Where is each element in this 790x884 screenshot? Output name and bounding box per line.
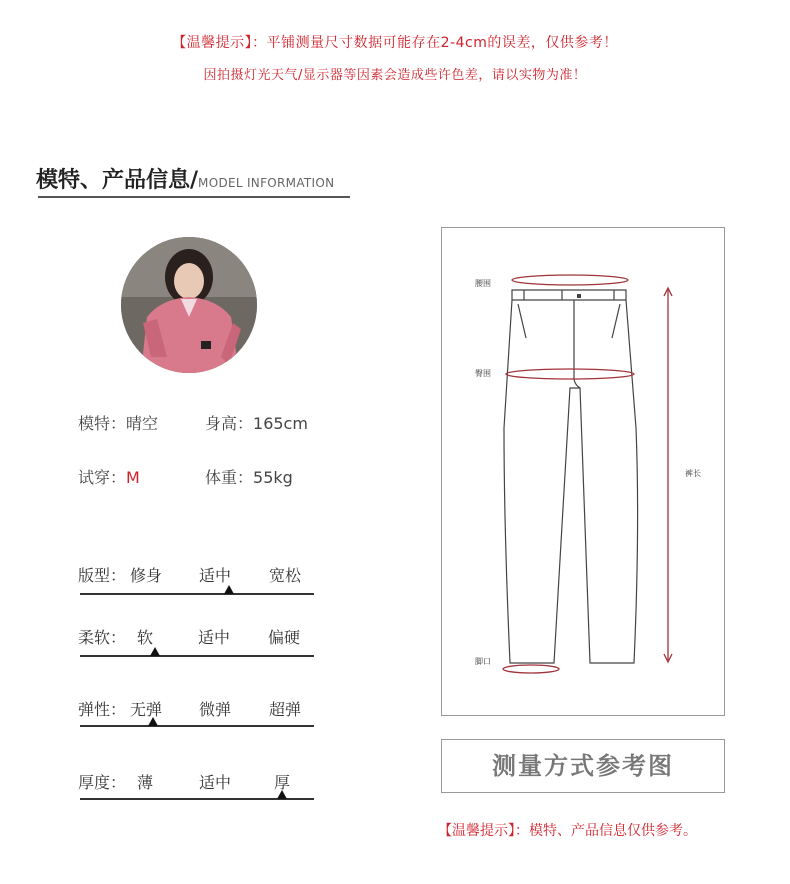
model-size-value: M <box>126 468 140 487</box>
notice-line-2: 因拍摄灯光天气/显示器等因素会造成些许色差，请以实物为准！ <box>203 68 587 83</box>
measurement-diagram <box>441 227 725 716</box>
scale-fit-option-1: 修身 <box>130 566 163 585</box>
scale-elasticity-option-3: 超弹 <box>269 700 302 719</box>
scale-softness-option-1: 软 <box>137 628 154 647</box>
model-name-value: 晴空 <box>126 414 159 433</box>
model-size <box>78 465 140 488</box>
scale-elasticity-bar <box>80 725 314 727</box>
section-title-cn: 模特、产品信息/ <box>36 168 199 193</box>
label-hem: 脚口 <box>475 657 491 666</box>
label-length: 裤长 <box>685 469 701 478</box>
section-underline <box>38 196 350 198</box>
scale-elasticity-option-1: 无弹 <box>130 700 163 719</box>
model-name <box>78 411 158 434</box>
scale-fit-bar <box>80 593 314 595</box>
scale-elasticity-label: 弹性： <box>78 700 127 719</box>
model-height-value: 165cm <box>253 414 308 433</box>
scale-softness-option-2: 适中 <box>198 628 231 647</box>
scale-softness-option-3: 偏硬 <box>268 628 301 647</box>
scale-fit-option-3: 宽松 <box>269 566 302 585</box>
model-height <box>205 411 308 434</box>
measurement-caption: 测量方式参考图 <box>441 739 725 793</box>
section-title-en: MODEL INFORMATION <box>198 176 335 190</box>
scale-fit-marker <box>224 585 234 594</box>
scale-softness-marker <box>150 647 160 656</box>
scale-fit-label: 版型： <box>78 566 127 585</box>
model-size-label: 试穿： <box>78 468 127 487</box>
model-weight-label: 体重： <box>205 468 254 487</box>
label-waist: 腰围 <box>475 279 491 288</box>
model-photo-illustration <box>121 237 257 373</box>
scale-thickness-option-1: 薄 <box>137 773 154 792</box>
scale-elasticity-option-2: 微弹 <box>199 700 232 719</box>
scale-softness-bar <box>80 655 314 657</box>
scale-thickness-option-2: 适中 <box>199 773 232 792</box>
model-weight <box>205 465 293 488</box>
footer-note: 【温馨提示】：模特、产品信息仅供参考。 <box>438 823 697 839</box>
scale-thickness-marker <box>277 790 287 799</box>
model-weight-value: 55kg <box>253 468 293 487</box>
scale-thickness-option-3: 厚 <box>274 773 291 792</box>
model-avatar <box>121 237 257 373</box>
pants-diagram-icon <box>442 228 724 714</box>
scale-thickness-label: 厚度： <box>78 773 127 792</box>
section-title <box>36 163 334 194</box>
label-hip: 臀围 <box>475 369 491 378</box>
model-name-label: 模特： <box>78 414 127 433</box>
notice-line-1: 【温馨提示】：平铺测量尺寸数据可能存在2-4cm的误差，仅供参考！ <box>172 35 618 51</box>
model-height-label: 身高： <box>205 414 254 433</box>
scale-elasticity-marker <box>148 717 158 726</box>
scale-fit-option-2: 适中 <box>199 566 232 585</box>
scale-softness-label: 柔软： <box>78 628 127 647</box>
